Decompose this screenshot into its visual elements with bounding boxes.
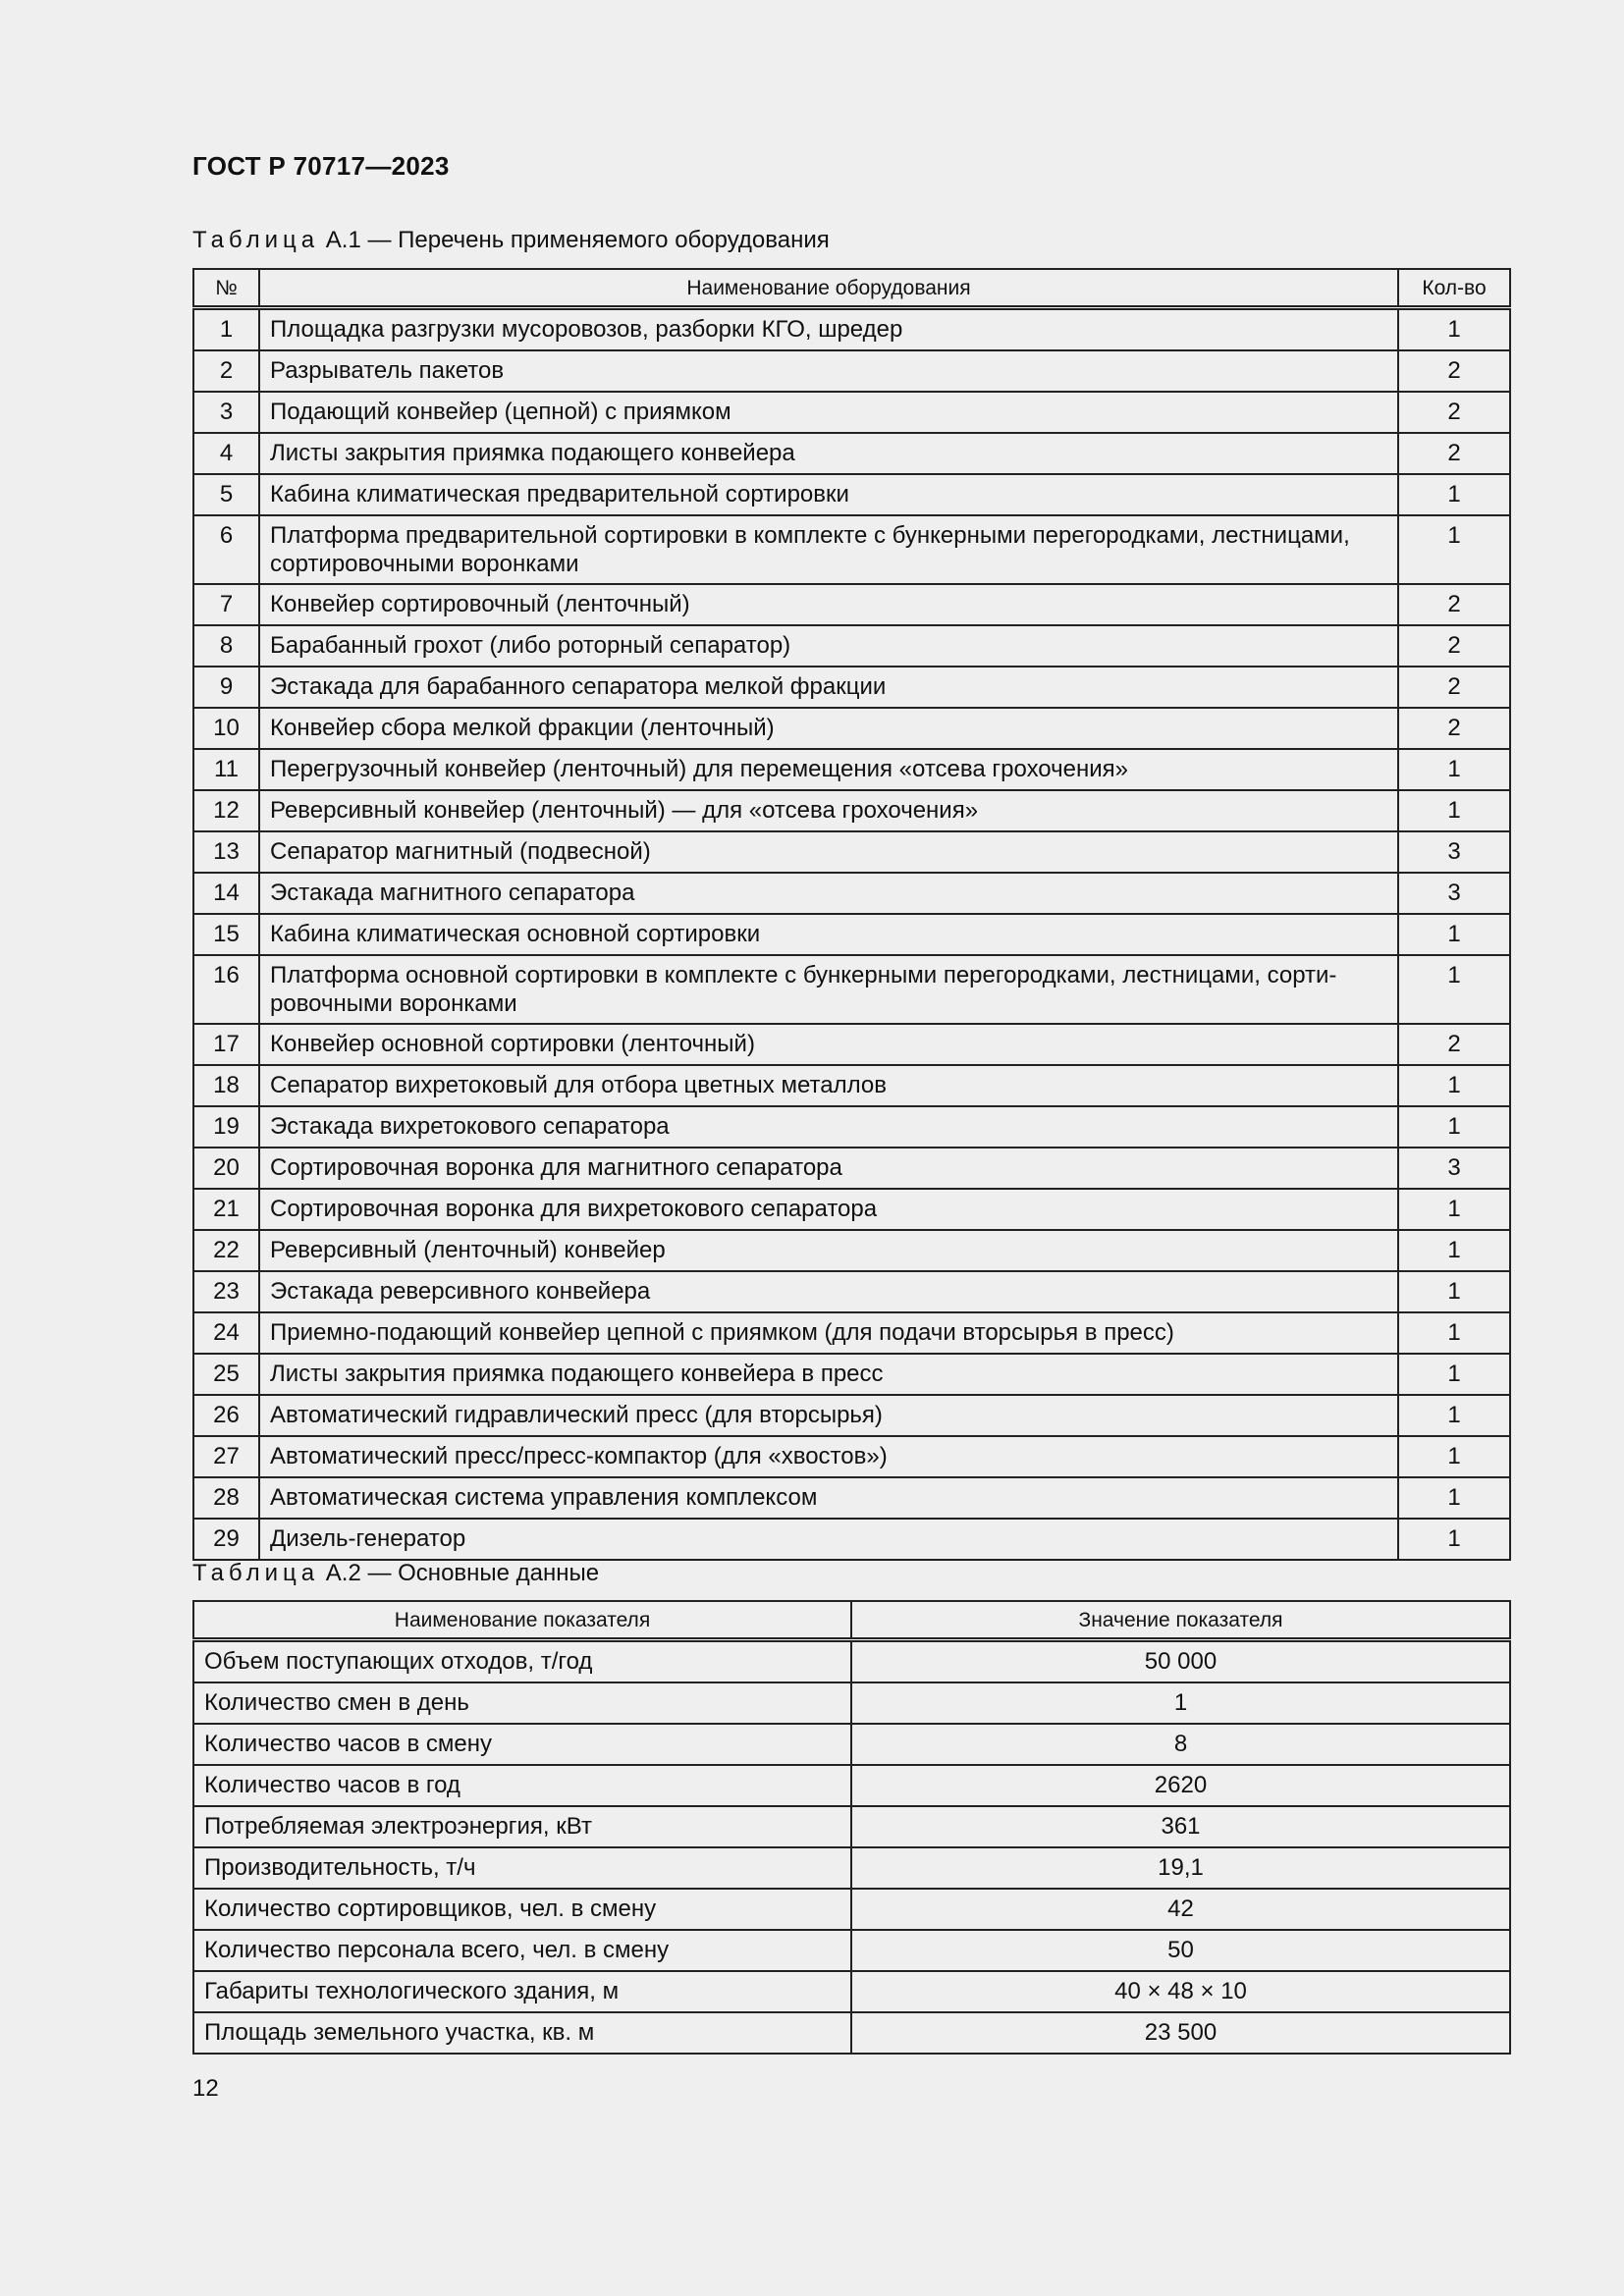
table1-caption-title: А.1 — Перечень применяемого оборудования <box>325 227 830 253</box>
parameter-value-cell: 23 500 <box>851 2012 1510 2054</box>
parameter-name-cell: Количество сортировщиков, чел. в смену <box>193 1889 851 1930</box>
equipment-name-cell: Эстакада для барабанного сепаратора мелкой фракции <box>259 667 1398 708</box>
quantity-cell: 3 <box>1398 1148 1510 1189</box>
equipment-name-cell: Конвейер сортировочный (ленточный) <box>259 584 1398 625</box>
row-number-cell: 26 <box>193 1395 259 1436</box>
quantity-cell: 1 <box>1398 1312 1510 1354</box>
quantity-cell: 1 <box>1398 1354 1510 1395</box>
row-number-cell: 11 <box>193 749 259 790</box>
table-row <box>193 1724 1510 1765</box>
quantity-cell: 1 <box>1398 515 1510 584</box>
table-row <box>193 2012 1510 2054</box>
table-row <box>193 873 1510 914</box>
column-header-value: Значение показателя <box>851 1601 1510 1640</box>
document-code: ГОСТ Р 70717—2023 <box>192 151 450 181</box>
equipment-name-cell: Автоматический пресс/пресс-компактор (для «хвостов») <box>259 1436 1398 1477</box>
table-row <box>193 667 1510 708</box>
parameter-name-cell: Количество часов в год <box>193 1765 851 1806</box>
quantity-cell: 1 <box>1398 308 1510 351</box>
equipment-name-cell: Конвейер сбора мелкой фракции (ленточный) <box>259 708 1398 749</box>
equipment-name-cell: Разрыватель пакетов <box>259 350 1398 392</box>
row-number-cell: 16 <box>193 955 259 1024</box>
table-row <box>193 1682 1510 1724</box>
quantity-cell: 1 <box>1398 1230 1510 1271</box>
equipment-table <box>192 268 1511 1561</box>
row-number-cell: 1 <box>193 308 259 351</box>
quantity-cell: 1 <box>1398 1477 1510 1519</box>
equipment-name-cell: Площадка разгрузки мусоровозов, разборки КГО, шредер <box>259 308 1398 351</box>
column-header-name: Наименование оборудования <box>259 269 1398 308</box>
equipment-name-cell: Сепаратор магнитный (подвесной) <box>259 831 1398 873</box>
row-number-cell: 25 <box>193 1354 259 1395</box>
parameter-value-cell: 361 <box>851 1806 1510 1847</box>
quantity-cell: 2 <box>1398 708 1510 749</box>
equipment-name-cell: Реверсивный конвейер (ленточный) — для «отсева грохочения» <box>259 790 1398 831</box>
parameter-name-cell: Габариты технологического здания, м <box>193 1971 851 2012</box>
row-number-cell: 15 <box>193 914 259 955</box>
equipment-name-cell: Автоматическая система управления комплексом <box>259 1477 1398 1519</box>
column-header-param: Наименование показателя <box>193 1601 851 1640</box>
parameter-value-cell: 40 × 48 × 10 <box>851 1971 1510 2012</box>
table-row <box>193 1189 1510 1230</box>
parameter-value-cell: 2620 <box>851 1765 1510 1806</box>
table-row <box>193 1971 1510 2012</box>
parameter-name-cell: Количество персонала всего, чел. в смену <box>193 1930 851 1971</box>
table2-caption-word: Таблица <box>192 1560 320 1586</box>
row-number-cell: 29 <box>193 1519 259 1560</box>
quantity-cell: 1 <box>1398 955 1510 1024</box>
table-row <box>193 790 1510 831</box>
quantity-cell: 2 <box>1398 584 1510 625</box>
equipment-name-cell: Сортировочная воронка для вихретокового сепаратора <box>259 1189 1398 1230</box>
table-row <box>193 308 1510 351</box>
table-row <box>193 708 1510 749</box>
equipment-name-cell: Кабина климатическая основной сортировки <box>259 914 1398 955</box>
table-row <box>193 1930 1510 1971</box>
parameter-value-cell: 50 000 <box>851 1640 1510 1683</box>
table1-caption-word: Таблица <box>192 227 320 253</box>
table2-caption <box>192 1560 599 1587</box>
equipment-name-cell: Сепаратор вихретоковый для отбора цветных металлов <box>259 1065 1398 1106</box>
table-row <box>193 1065 1510 1106</box>
row-number-cell: 5 <box>193 474 259 515</box>
equipment-name-cell: Листы закрытия приямка подающего конвейера в пресс <box>259 1354 1398 1395</box>
row-number-cell: 27 <box>193 1436 259 1477</box>
row-number-cell: 17 <box>193 1024 259 1065</box>
quantity-cell: 2 <box>1398 625 1510 667</box>
row-number-cell: 20 <box>193 1148 259 1189</box>
table1-caption <box>192 227 830 254</box>
table-row <box>193 914 1510 955</box>
page-number: 12 <box>192 2075 219 2102</box>
equipment-name-cell: Эстакада магнитного сепаратора <box>259 873 1398 914</box>
equipment-name-cell: Подающий конвейер (цепной) с приямком <box>259 392 1398 433</box>
table2-caption-title: А.2 — Основные данные <box>325 1560 600 1586</box>
quantity-cell: 3 <box>1398 831 1510 873</box>
row-number-cell: 6 <box>193 515 259 584</box>
equipment-name-cell: Эстакада вихретокового сепаратора <box>259 1106 1398 1148</box>
column-header-qty: Кол-во <box>1398 269 1510 308</box>
quantity-cell: 2 <box>1398 667 1510 708</box>
quantity-cell: 3 <box>1398 873 1510 914</box>
equipment-name-cell: Приемно-подающий конвейер цепной с приямком (для подачи вторсырья в пресс) <box>259 1312 1398 1354</box>
table-row <box>193 1106 1510 1148</box>
equipment-name-cell: Кабина климатическая предварительной сортировки <box>259 474 1398 515</box>
equipment-name-cell: Конвейер основной сортировки (ленточный) <box>259 1024 1398 1065</box>
row-number-cell: 19 <box>193 1106 259 1148</box>
equipment-name-cell: Платформа предварительной сортировки в комплекте с бункерными перегородками, лестницами, сортировочными воронками <box>259 515 1398 584</box>
table-row <box>193 1312 1510 1354</box>
equipment-name-cell: Автоматический гидравлический пресс (для вторсырья) <box>259 1395 1398 1436</box>
table-row <box>193 515 1510 584</box>
table-row <box>193 1230 1510 1271</box>
row-number-cell: 9 <box>193 667 259 708</box>
table-row <box>193 433 1510 474</box>
equipment-name-cell: Реверсивный (ленточный) конвейер <box>259 1230 1398 1271</box>
table-row <box>193 350 1510 392</box>
row-number-cell: 10 <box>193 708 259 749</box>
table-row <box>193 831 1510 873</box>
row-number-cell: 14 <box>193 873 259 914</box>
equipment-name-cell: Барабанный грохот (либо роторный сепаратор) <box>259 625 1398 667</box>
equipment-name-cell: Сортировочная воронка для магнитного сепаратора <box>259 1148 1398 1189</box>
row-number-cell: 21 <box>193 1189 259 1230</box>
quantity-cell: 1 <box>1398 749 1510 790</box>
parameter-value-cell: 1 <box>851 1682 1510 1724</box>
table-row <box>193 1024 1510 1065</box>
quantity-cell: 1 <box>1398 1519 1510 1560</box>
table-row <box>193 474 1510 515</box>
table-row <box>193 1436 1510 1477</box>
table-row <box>193 1148 1510 1189</box>
equipment-name-cell: Эстакада реверсивного конвейера <box>259 1271 1398 1312</box>
parameter-value-cell: 42 <box>851 1889 1510 1930</box>
table-row <box>193 1765 1510 1806</box>
row-number-cell: 4 <box>193 433 259 474</box>
row-number-cell: 23 <box>193 1271 259 1312</box>
main-data-table-header <box>193 1601 1510 1640</box>
table-row <box>193 1640 1510 1683</box>
row-number-cell: 28 <box>193 1477 259 1519</box>
table-row <box>193 625 1510 667</box>
row-number-cell: 7 <box>193 584 259 625</box>
main-data-table <box>192 1600 1511 2055</box>
quantity-cell: 1 <box>1398 1065 1510 1106</box>
parameter-name-cell: Количество смен в день <box>193 1682 851 1724</box>
quantity-cell: 1 <box>1398 1189 1510 1230</box>
quantity-cell: 1 <box>1398 790 1510 831</box>
table-row <box>193 1806 1510 1847</box>
row-number-cell: 24 <box>193 1312 259 1354</box>
row-number-cell: 18 <box>193 1065 259 1106</box>
quantity-cell: 2 <box>1398 392 1510 433</box>
equipment-name-cell: Перегрузочный конвейер (ленточный) для перемещения «отсева грохочения» <box>259 749 1398 790</box>
quantity-cell: 1 <box>1398 1395 1510 1436</box>
equipment-name-cell: Платформа основной сортировки в комплекте с бункерными перегородками, лестницами, сорти-ровочными воронками <box>259 955 1398 1024</box>
table-row <box>193 1889 1510 1930</box>
table-row <box>193 749 1510 790</box>
equipment-name-cell: Листы закрытия приямка подающего конвейера <box>259 433 1398 474</box>
table-row <box>193 1847 1510 1889</box>
parameter-value-cell: 19,1 <box>851 1847 1510 1889</box>
parameter-name-cell: Потребляемая электроэнергия, кВт <box>193 1806 851 1847</box>
table-row <box>193 584 1510 625</box>
equipment-name-cell: Дизель-генератор <box>259 1519 1398 1560</box>
parameter-value-cell: 50 <box>851 1930 1510 1971</box>
table-row <box>193 1271 1510 1312</box>
row-number-cell: 12 <box>193 790 259 831</box>
parameter-value-cell: 8 <box>851 1724 1510 1765</box>
equipment-table-header <box>193 269 1510 308</box>
parameter-name-cell: Площадь земельного участка, кв. м <box>193 2012 851 2054</box>
quantity-cell: 1 <box>1398 914 1510 955</box>
row-number-cell: 13 <box>193 831 259 873</box>
quantity-cell: 2 <box>1398 1024 1510 1065</box>
table-row <box>193 955 1510 1024</box>
table-row <box>193 1395 1510 1436</box>
quantity-cell: 1 <box>1398 474 1510 515</box>
parameter-name-cell: Производительность, т/ч <box>193 1847 851 1889</box>
quantity-cell: 2 <box>1398 433 1510 474</box>
quantity-cell: 2 <box>1398 350 1510 392</box>
row-number-cell: 22 <box>193 1230 259 1271</box>
table-row <box>193 1354 1510 1395</box>
quantity-cell: 1 <box>1398 1271 1510 1312</box>
quantity-cell: 1 <box>1398 1436 1510 1477</box>
parameter-name-cell: Объем поступающих отходов, т/год <box>193 1640 851 1683</box>
row-number-cell: 3 <box>193 392 259 433</box>
column-header-num: № <box>193 269 259 308</box>
table-row <box>193 392 1510 433</box>
row-number-cell: 2 <box>193 350 259 392</box>
parameter-name-cell: Количество часов в смену <box>193 1724 851 1765</box>
row-number-cell: 8 <box>193 625 259 667</box>
quantity-cell: 1 <box>1398 1106 1510 1148</box>
table-row <box>193 1477 1510 1519</box>
table-row <box>193 1519 1510 1560</box>
